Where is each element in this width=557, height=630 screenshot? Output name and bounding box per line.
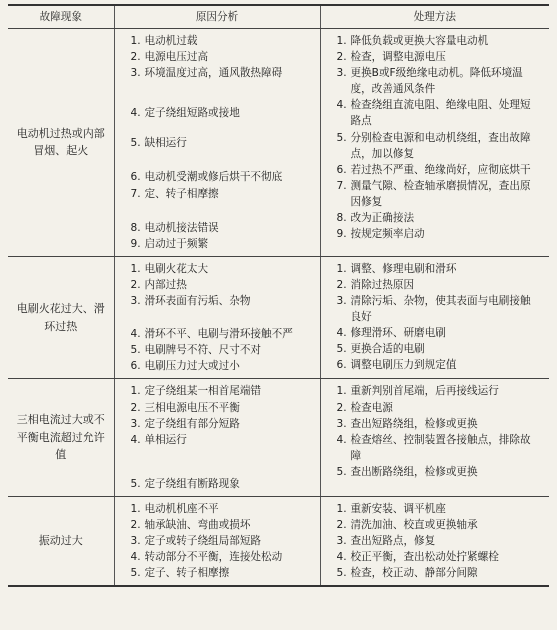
cause-item: 1. 电动机机座不平 [130, 502, 219, 515]
cause-item: 9. 启动过于频繁 [130, 237, 209, 250]
method-item: 1. 重新判别首尾端，后再接线运行 [336, 385, 499, 398]
method-item: 5. 查出断路绕组，检修或更换 [336, 465, 478, 478]
cause-item: 1. 电动机过载 [130, 35, 198, 47]
method-item: 3. 清除污垢、杂物，使其表面与电刷接触良好 [336, 295, 531, 324]
header-row [8, 5, 549, 29]
cause-item: 6. 电动机受潮或修后烘干不彻底 [130, 171, 283, 184]
cause-item: 3. 滑环表面有污垢、杂物 [130, 295, 251, 308]
symptom-cell: 三相电流过大或不平衡电流超过允许值 [8, 379, 114, 496]
cause-item: 5. 定子绕组有断路现象 [130, 477, 240, 490]
method-item: 1. 重新安装、调平机座 [336, 502, 446, 515]
method-item: 9. 按规定频率启动 [336, 228, 425, 241]
method-item: 6. 调整电刷压力到规定值 [336, 359, 457, 372]
cause-item: 5. 定子、转子相摩擦 [130, 567, 230, 580]
cause-item: 2. 三相电源电压不平衡 [130, 401, 240, 414]
method-item: 8. 改为正确接法 [336, 212, 415, 225]
method-item: 3. 查出短路绕组，检修或更换 [336, 417, 478, 430]
cause-cell [114, 29, 320, 257]
table-row [8, 379, 549, 496]
cause-cell [114, 496, 320, 586]
method-item: 7. 测量气隙、检查轴承磨损情况，查出原因修复 [336, 179, 531, 208]
cause-item: 2. 轴承缺油、弯曲或损坏 [130, 518, 251, 531]
cause-item: 5. 电刷牌号不符、尺寸不对 [130, 344, 262, 357]
method-cell [320, 496, 549, 586]
cause-item: 4. 转动部分不平衡，连接处松动 [130, 551, 283, 564]
method-item: 2. 检查，调整电源电压 [336, 51, 446, 64]
method-item: 3. 查出短路点，修复 [336, 535, 436, 548]
method-item: 4. 检查熔丝、控制装置各接触点，排除故障 [336, 433, 531, 462]
method-cell [320, 29, 549, 257]
cause-item: 2. 电源电压过高 [130, 51, 209, 64]
symptom-cell: 电刷火花过大、滑环过热 [8, 256, 114, 379]
table-row [8, 496, 549, 586]
cause-item: 8. 电动机接法错误 [130, 221, 219, 234]
method-item: 4. 修理滑环、研磨电刷 [336, 327, 446, 340]
method-item: 3. 更换B或F级绝缘电动机。降低环境温度，改善通风条件 [336, 67, 523, 96]
cause-item: 5. 缺相运行 [130, 137, 187, 150]
fault-table [8, 4, 549, 587]
cause-item: 1. 定子绕组某一相首尾端错 [130, 385, 262, 398]
cause-item: 3. 定子或转子绕组局部短路 [130, 535, 262, 548]
cause-item: 3. 环境温度过高，通风散热障碍 [130, 67, 283, 80]
method-item: 5. 分别检查电源和电动机绕组，查出故障点，加以修复 [336, 131, 531, 160]
method-cell [320, 256, 549, 379]
method-item: 1. 调整、修理电刷和滑环 [336, 262, 457, 275]
symptom-cell: 电动机过热或内部冒烟、起火 [8, 29, 114, 257]
table-row [8, 256, 549, 379]
method-item: 6. 若过热不严重、绝缘尚好，应彻底烘干 [336, 163, 531, 176]
cause-item: 4. 单相运行 [130, 433, 187, 446]
method-item: 2. 清洗加油、校直或更换轴承 [336, 518, 478, 531]
header-method: 处理方法 [320, 5, 549, 29]
method-cell [320, 379, 549, 496]
method-item: 4. 检查绕组直流电阻、绝缘电阻、处理短路点 [336, 99, 531, 128]
method-item: 5. 更换合适的电刷 [336, 343, 425, 356]
method-item: 1. 降低负载或更换大容量电动机 [336, 35, 489, 47]
cause-item: 4. 定子绕组短路或接地 [130, 107, 240, 120]
cause-item: 2. 内部过热 [130, 278, 187, 291]
method-item: 5. 检查，校正动、静部分间隙 [336, 567, 478, 580]
header-cause: 原因分析 [114, 5, 320, 29]
cause-cell [114, 379, 320, 496]
cause-item: 1. 电刷火花太大 [130, 262, 209, 275]
table-row [8, 29, 549, 257]
method-item: 2. 消除过热原因 [336, 278, 415, 291]
cause-item: 6. 电刷压力过大或过小 [130, 360, 240, 373]
cause-cell [114, 256, 320, 379]
cause-item: 4. 滑环不平、电刷与滑环接触不严 [130, 328, 293, 341]
symptom-cell: 振动过大 [8, 496, 114, 586]
cause-item: 7. 定、转子相摩擦 [130, 187, 219, 200]
method-item: 2. 检查电源 [336, 401, 393, 414]
header-symptom: 故障现象 [8, 5, 114, 29]
cause-item: 3. 定子绕组有部分短路 [130, 417, 240, 430]
method-item: 4. 校正平衡，查出松动处拧紧螺栓 [336, 551, 499, 564]
